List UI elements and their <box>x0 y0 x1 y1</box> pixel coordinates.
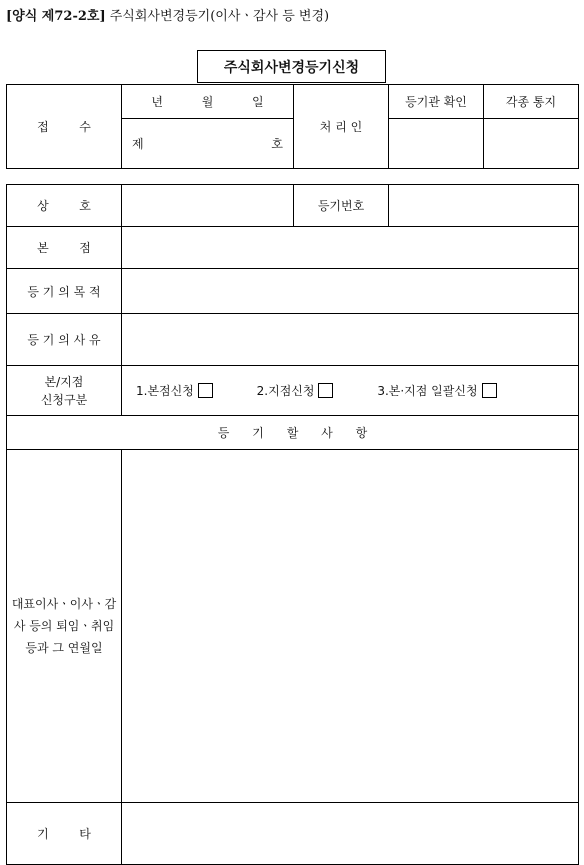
form-title: 주식회사변경등기신청 <box>197 50 386 83</box>
notifications-label: 각종 통지 <box>484 85 579 119</box>
receipt-date-field[interactable] <box>122 85 294 119</box>
checkbox-branch[interactable] <box>318 383 333 398</box>
year-label: 년 <box>151 95 163 109</box>
receipt-table <box>6 84 579 169</box>
company-name-label: 상 호 <box>7 185 122 227</box>
notifications-field[interactable] <box>484 119 579 169</box>
changes-field[interactable] <box>122 450 579 803</box>
option-branch[interactable]: 2.지점신청 <box>257 382 334 399</box>
branch-selection-options <box>122 366 579 416</box>
month-label: 월 <box>201 95 214 109</box>
form-name: 주식회사변경등기(이사ㆍ감사 등 변경) <box>109 9 330 24</box>
company-name-field[interactable] <box>122 185 294 227</box>
application-table <box>6 184 579 865</box>
day-label: 일 <box>252 95 264 109</box>
checkbox-both[interactable] <box>482 383 497 398</box>
receipt-number-field[interactable] <box>122 119 294 169</box>
branch-selection-label: 본/지점 신청구분 <box>7 366 122 416</box>
processing-person[interactable]: 처 리 인 <box>294 85 389 169</box>
head-office-field[interactable] <box>122 227 579 269</box>
form-header <box>6 5 329 24</box>
receipt-label: 접 수 <box>7 85 122 169</box>
other-label: 기 타 <box>7 803 122 865</box>
checkbox-head-office[interactable] <box>198 383 213 398</box>
cause-field[interactable] <box>122 314 579 366</box>
registration-number-field[interactable] <box>389 185 579 227</box>
head-office-label: 본 점 <box>7 227 122 269</box>
purpose-field[interactable] <box>122 269 579 314</box>
purpose-label: 등 기 의 목 적 <box>7 269 122 314</box>
form-number: [양식 제72-2호] <box>6 9 106 24</box>
option-both[interactable]: 3.본·지점 일괄신청 <box>377 382 496 399</box>
registry-confirm-field[interactable] <box>389 119 484 169</box>
number-suffix: 호 <box>271 137 283 151</box>
other-field[interactable] <box>122 803 579 865</box>
registration-number-label: 등기번호 <box>294 185 389 227</box>
number-prefix: 제 <box>132 137 144 151</box>
matters-header: 등 기 할 사 항 <box>7 416 579 450</box>
registry-confirm-label: 등기관 확인 <box>389 85 484 119</box>
changes-label: 대표이사ㆍ이사ㆍ감 사 등의 퇴임ㆍ취임 등과 그 연월일 <box>7 450 122 803</box>
option-head-office[interactable]: 1.본점신청 <box>136 382 213 399</box>
cause-label: 등 기 의 사 유 <box>7 314 122 366</box>
